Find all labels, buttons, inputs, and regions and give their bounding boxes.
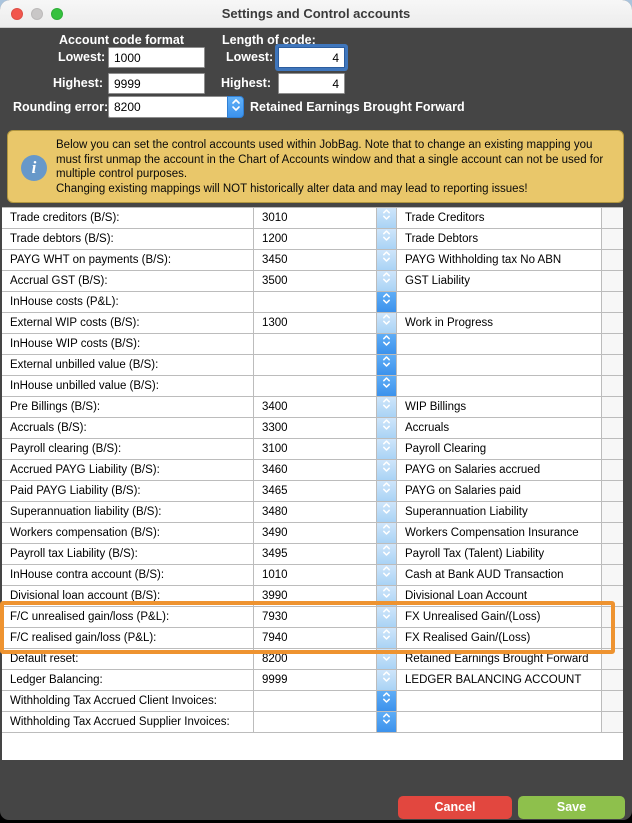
account-code-field[interactable]: 3990: [254, 586, 377, 606]
table-row: [2, 271, 623, 292]
account-select-stepper[interactable]: [377, 481, 397, 501]
row-label: External unbilled value (B/S):: [2, 355, 254, 375]
account-select-stepper[interactable]: [377, 292, 397, 312]
table-row: [2, 670, 623, 691]
row-spacer: [602, 418, 623, 438]
chevron-up-down-icon: [382, 502, 391, 522]
account-name: Work in Progress: [397, 313, 602, 333]
table-row: [2, 607, 623, 628]
account-name: WIP Billings: [397, 397, 602, 417]
row-label: Accrued PAYG Liability (B/S):: [2, 460, 254, 480]
account-name: [397, 292, 602, 312]
row-label: Trade debtors (B/S):: [2, 229, 254, 249]
row-label: External WIP costs (B/S):: [2, 313, 254, 333]
account-code-field[interactable]: 1010: [254, 565, 377, 585]
chevron-up-down-icon: [382, 313, 391, 333]
account-select-stepper[interactable]: [377, 208, 397, 228]
chevron-up-down-icon: [382, 670, 391, 690]
account-code-field[interactable]: 1300: [254, 313, 377, 333]
account-code-field[interactable]: 3450: [254, 250, 377, 270]
account-select-stepper[interactable]: [377, 397, 397, 417]
row-label: Trade creditors (B/S):: [2, 208, 254, 228]
account-select-stepper[interactable]: [377, 460, 397, 480]
account-select-stepper[interactable]: [377, 271, 397, 291]
row-spacer: [602, 628, 623, 648]
loc-lowest-input[interactable]: [278, 47, 345, 68]
row-spacer: [602, 460, 623, 480]
account-code-field[interactable]: 3010: [254, 208, 377, 228]
account-name: Cash at Bank AUD Transaction: [397, 565, 602, 585]
chevron-up-down-icon: [231, 97, 241, 118]
row-label: Superannuation liability (B/S):: [2, 502, 254, 522]
account-select-stepper[interactable]: [377, 418, 397, 438]
acf-highest-label: Highest:: [53, 76, 103, 90]
table-row: [2, 439, 623, 460]
row-label: Ledger Balancing:: [2, 670, 254, 690]
account-code-field[interactable]: [254, 376, 377, 396]
chevron-up-down-icon: [382, 649, 391, 669]
account-select-stepper[interactable]: [377, 229, 397, 249]
account-code-format-title: Account code format: [59, 33, 185, 47]
account-code-field[interactable]: [254, 712, 377, 732]
account-code-field[interactable]: 7930: [254, 607, 377, 627]
chevron-up-down-icon: [382, 418, 391, 438]
row-label: Default reset:: [2, 649, 254, 669]
row-label: Accrual GST (B/S):: [2, 271, 254, 291]
chevron-up-down-icon: [382, 691, 391, 711]
account-select-stepper[interactable]: [377, 334, 397, 354]
row-spacer: [602, 523, 623, 543]
info-text-line2: Changing existing mappings will NOT historically alter data and may lead to reporting issues!: [56, 182, 528, 195]
account-select-stepper[interactable]: [377, 523, 397, 543]
row-spacer: [602, 565, 623, 585]
account-select-stepper[interactable]: [377, 439, 397, 459]
chevron-up-down-icon: [382, 334, 391, 354]
row-spacer: [602, 397, 623, 417]
account-code-field[interactable]: 3300: [254, 418, 377, 438]
row-label: Withholding Tax Accrued Supplier Invoices:: [2, 712, 254, 732]
table-row: [2, 481, 623, 502]
table-row: [2, 544, 623, 565]
info-text-line1: Below you can set the control accounts used within JobBag. Note that to change an existing mapping you must first unmap the account in the Chart of Accounts window and that a single account can not be used for multiple control purposes.: [56, 139, 604, 180]
table-row: [2, 691, 623, 712]
account-name: FX Realised Gain/(Loss): [397, 628, 602, 648]
table-row: [2, 565, 623, 586]
table-row: [2, 418, 623, 439]
account-code-field[interactable]: 3400: [254, 397, 377, 417]
cancel-button[interactable]: Cancel: [398, 796, 512, 819]
table-row: [2, 250, 623, 271]
row-spacer: [602, 271, 623, 291]
account-select-stepper[interactable]: [377, 355, 397, 375]
chevron-up-down-icon: [382, 397, 391, 417]
account-code-field[interactable]: [254, 334, 377, 354]
row-spacer: [602, 586, 623, 606]
table-row: [2, 376, 623, 397]
length-of-code-title: Length of code:: [222, 33, 316, 47]
account-select-stepper[interactable]: [377, 607, 397, 627]
chevron-up-down-icon: [382, 523, 391, 543]
row-spacer: [602, 355, 623, 375]
row-label: Paid PAYG Liability (B/S):: [2, 481, 254, 501]
account-select-stepper[interactable]: [377, 586, 397, 606]
chevron-up-down-icon: [382, 586, 391, 606]
account-select-stepper[interactable]: [377, 670, 397, 690]
row-label: InHouse contra account (B/S):: [2, 565, 254, 585]
account-select-stepper[interactable]: [377, 313, 397, 333]
table-row: [2, 292, 623, 313]
rounding-error-label: Rounding error:: [13, 100, 109, 114]
account-name: Retained Earnings Brought Forward: [397, 649, 602, 669]
row-spacer: [602, 502, 623, 522]
account-name: [397, 712, 602, 732]
chevron-up-down-icon: [382, 208, 391, 228]
account-code-field[interactable]: 7940: [254, 628, 377, 648]
row-spacer: [602, 691, 623, 711]
table-row: [2, 628, 623, 649]
row-spacer: [602, 439, 623, 459]
account-select-stepper[interactable]: [377, 376, 397, 396]
row-spacer: [602, 481, 623, 501]
account-name: Divisional Loan Account: [397, 586, 602, 606]
account-select-stepper[interactable]: [377, 628, 397, 648]
account-select-stepper[interactable]: [377, 712, 397, 732]
row-spacer: [602, 376, 623, 396]
row-label: PAYG WHT on payments (B/S):: [2, 250, 254, 270]
row-spacer: [602, 334, 623, 354]
account-code-field[interactable]: 3460: [254, 460, 377, 480]
account-name: Superannuation Liability: [397, 502, 602, 522]
table-row: [2, 523, 623, 544]
row-label: InHouse WIP costs (B/S):: [2, 334, 254, 354]
account-name: [397, 376, 602, 396]
account-code-field[interactable]: 9999: [254, 670, 377, 690]
account-code-field[interactable]: 3490: [254, 523, 377, 543]
loc-lowest-label: Lowest:: [226, 50, 274, 64]
account-name: FX Unrealised Gain/(Loss): [397, 607, 602, 627]
account-name: [397, 355, 602, 375]
chevron-up-down-icon: [382, 712, 391, 732]
table-row: [2, 208, 623, 229]
account-name: Workers Compensation Insurance: [397, 523, 602, 543]
table-row: [2, 355, 623, 376]
account-name: GST Liability: [397, 271, 602, 291]
account-name: PAYG Withholding tax No ABN: [397, 250, 602, 270]
account-code-field[interactable]: [254, 355, 377, 375]
account-name: PAYG on Salaries paid: [397, 481, 602, 501]
title-bar: [0, 0, 632, 28]
info-box: [7, 130, 624, 203]
table-row: [2, 649, 623, 670]
row-spacer: [602, 292, 623, 312]
account-select-stepper[interactable]: [377, 691, 397, 711]
acf-highest-input[interactable]: [108, 73, 205, 94]
acf-lowest-label: Lowest:: [58, 50, 106, 64]
row-label: InHouse costs (P&L):: [2, 292, 254, 312]
rounding-error-stepper[interactable]: [227, 96, 244, 118]
row-spacer: [602, 670, 623, 690]
account-name: Payroll Clearing: [397, 439, 602, 459]
chevron-up-down-icon: [382, 271, 391, 291]
row-label: Pre Billings (B/S):: [2, 397, 254, 417]
chevron-up-down-icon: [382, 544, 391, 564]
rounding-error-combo: [108, 96, 244, 118]
window-title: Settings and Control accounts: [221, 6, 411, 21]
chevron-up-down-icon: [382, 292, 391, 312]
table-row: [2, 397, 623, 418]
account-select-stepper[interactable]: [377, 502, 397, 522]
account-code-field[interactable]: 3465: [254, 481, 377, 501]
chevron-up-down-icon: [382, 229, 391, 249]
row-spacer: [602, 250, 623, 270]
row-spacer: [602, 649, 623, 669]
row-spacer: [602, 712, 623, 732]
info-icon: i: [21, 155, 47, 181]
account-name: Payroll Tax (Talent) Liability: [397, 544, 602, 564]
account-code-field[interactable]: 8200: [254, 649, 377, 669]
chevron-up-down-icon: [382, 355, 391, 375]
account-select-stepper[interactable]: [377, 649, 397, 669]
control-accounts-table: [2, 207, 623, 760]
rounding-error-input[interactable]: [108, 96, 227, 118]
row-label: F/C realised gain/loss (P&L):: [2, 628, 254, 648]
account-select-stepper[interactable]: [377, 565, 397, 585]
account-code-field[interactable]: [254, 691, 377, 711]
account-name: Trade Creditors: [397, 208, 602, 228]
account-code-field[interactable]: [254, 292, 377, 312]
chevron-up-down-icon: [382, 565, 391, 585]
row-label: Accruals (B/S):: [2, 418, 254, 438]
loc-highest-input[interactable]: [278, 73, 345, 94]
row-label: F/C unrealised gain/loss (P&L):: [2, 607, 254, 627]
account-code-field[interactable]: 3500: [254, 271, 377, 291]
chevron-up-down-icon: [382, 376, 391, 396]
rounding-error-account-name: Retained Earnings Brought Forward: [250, 100, 465, 114]
row-spacer: [602, 208, 623, 228]
account-name: [397, 334, 602, 354]
table-row: [2, 502, 623, 523]
row-label: Payroll tax Liability (B/S):: [2, 544, 254, 564]
chevron-up-down-icon: [382, 460, 391, 480]
table-row: [2, 586, 623, 607]
account-name: [397, 691, 602, 711]
row-spacer: [602, 229, 623, 249]
table-row: [2, 229, 623, 250]
chevron-up-down-icon: [382, 628, 391, 648]
table-row: [2, 712, 623, 733]
row-label: Divisional loan account (B/S):: [2, 586, 254, 606]
row-label: InHouse unbilled value (B/S):: [2, 376, 254, 396]
row-label: Workers compensation (B/S):: [2, 523, 254, 543]
account-code-field[interactable]: 3495: [254, 544, 377, 564]
account-select-stepper[interactable]: [377, 544, 397, 564]
table-row: [2, 313, 623, 334]
row-spacer: [602, 313, 623, 333]
account-name: Accruals: [397, 418, 602, 438]
row-label: Payroll clearing (B/S):: [2, 439, 254, 459]
table-row: [2, 334, 623, 355]
acf-lowest-input[interactable]: [108, 47, 205, 68]
chevron-up-down-icon: [382, 481, 391, 501]
chevron-up-down-icon: [382, 250, 391, 270]
table-row: [2, 460, 623, 481]
row-spacer: [602, 544, 623, 564]
account-select-stepper[interactable]: [377, 250, 397, 270]
loc-highest-label: Highest:: [221, 76, 271, 90]
chevron-up-down-icon: [382, 439, 391, 459]
chevron-up-down-icon: [382, 607, 391, 627]
account-code-field[interactable]: 3100: [254, 439, 377, 459]
account-name: PAYG on Salaries accrued: [397, 460, 602, 480]
save-button[interactable]: Save: [518, 796, 625, 819]
row-label: Withholding Tax Accrued Client Invoices:: [2, 691, 254, 711]
account-code-field[interactable]: 1200: [254, 229, 377, 249]
account-name: LEDGER BALANCING ACCOUNT: [397, 670, 602, 690]
row-spacer: [602, 607, 623, 627]
account-name: Trade Debtors: [397, 229, 602, 249]
account-code-field[interactable]: 3480: [254, 502, 377, 522]
